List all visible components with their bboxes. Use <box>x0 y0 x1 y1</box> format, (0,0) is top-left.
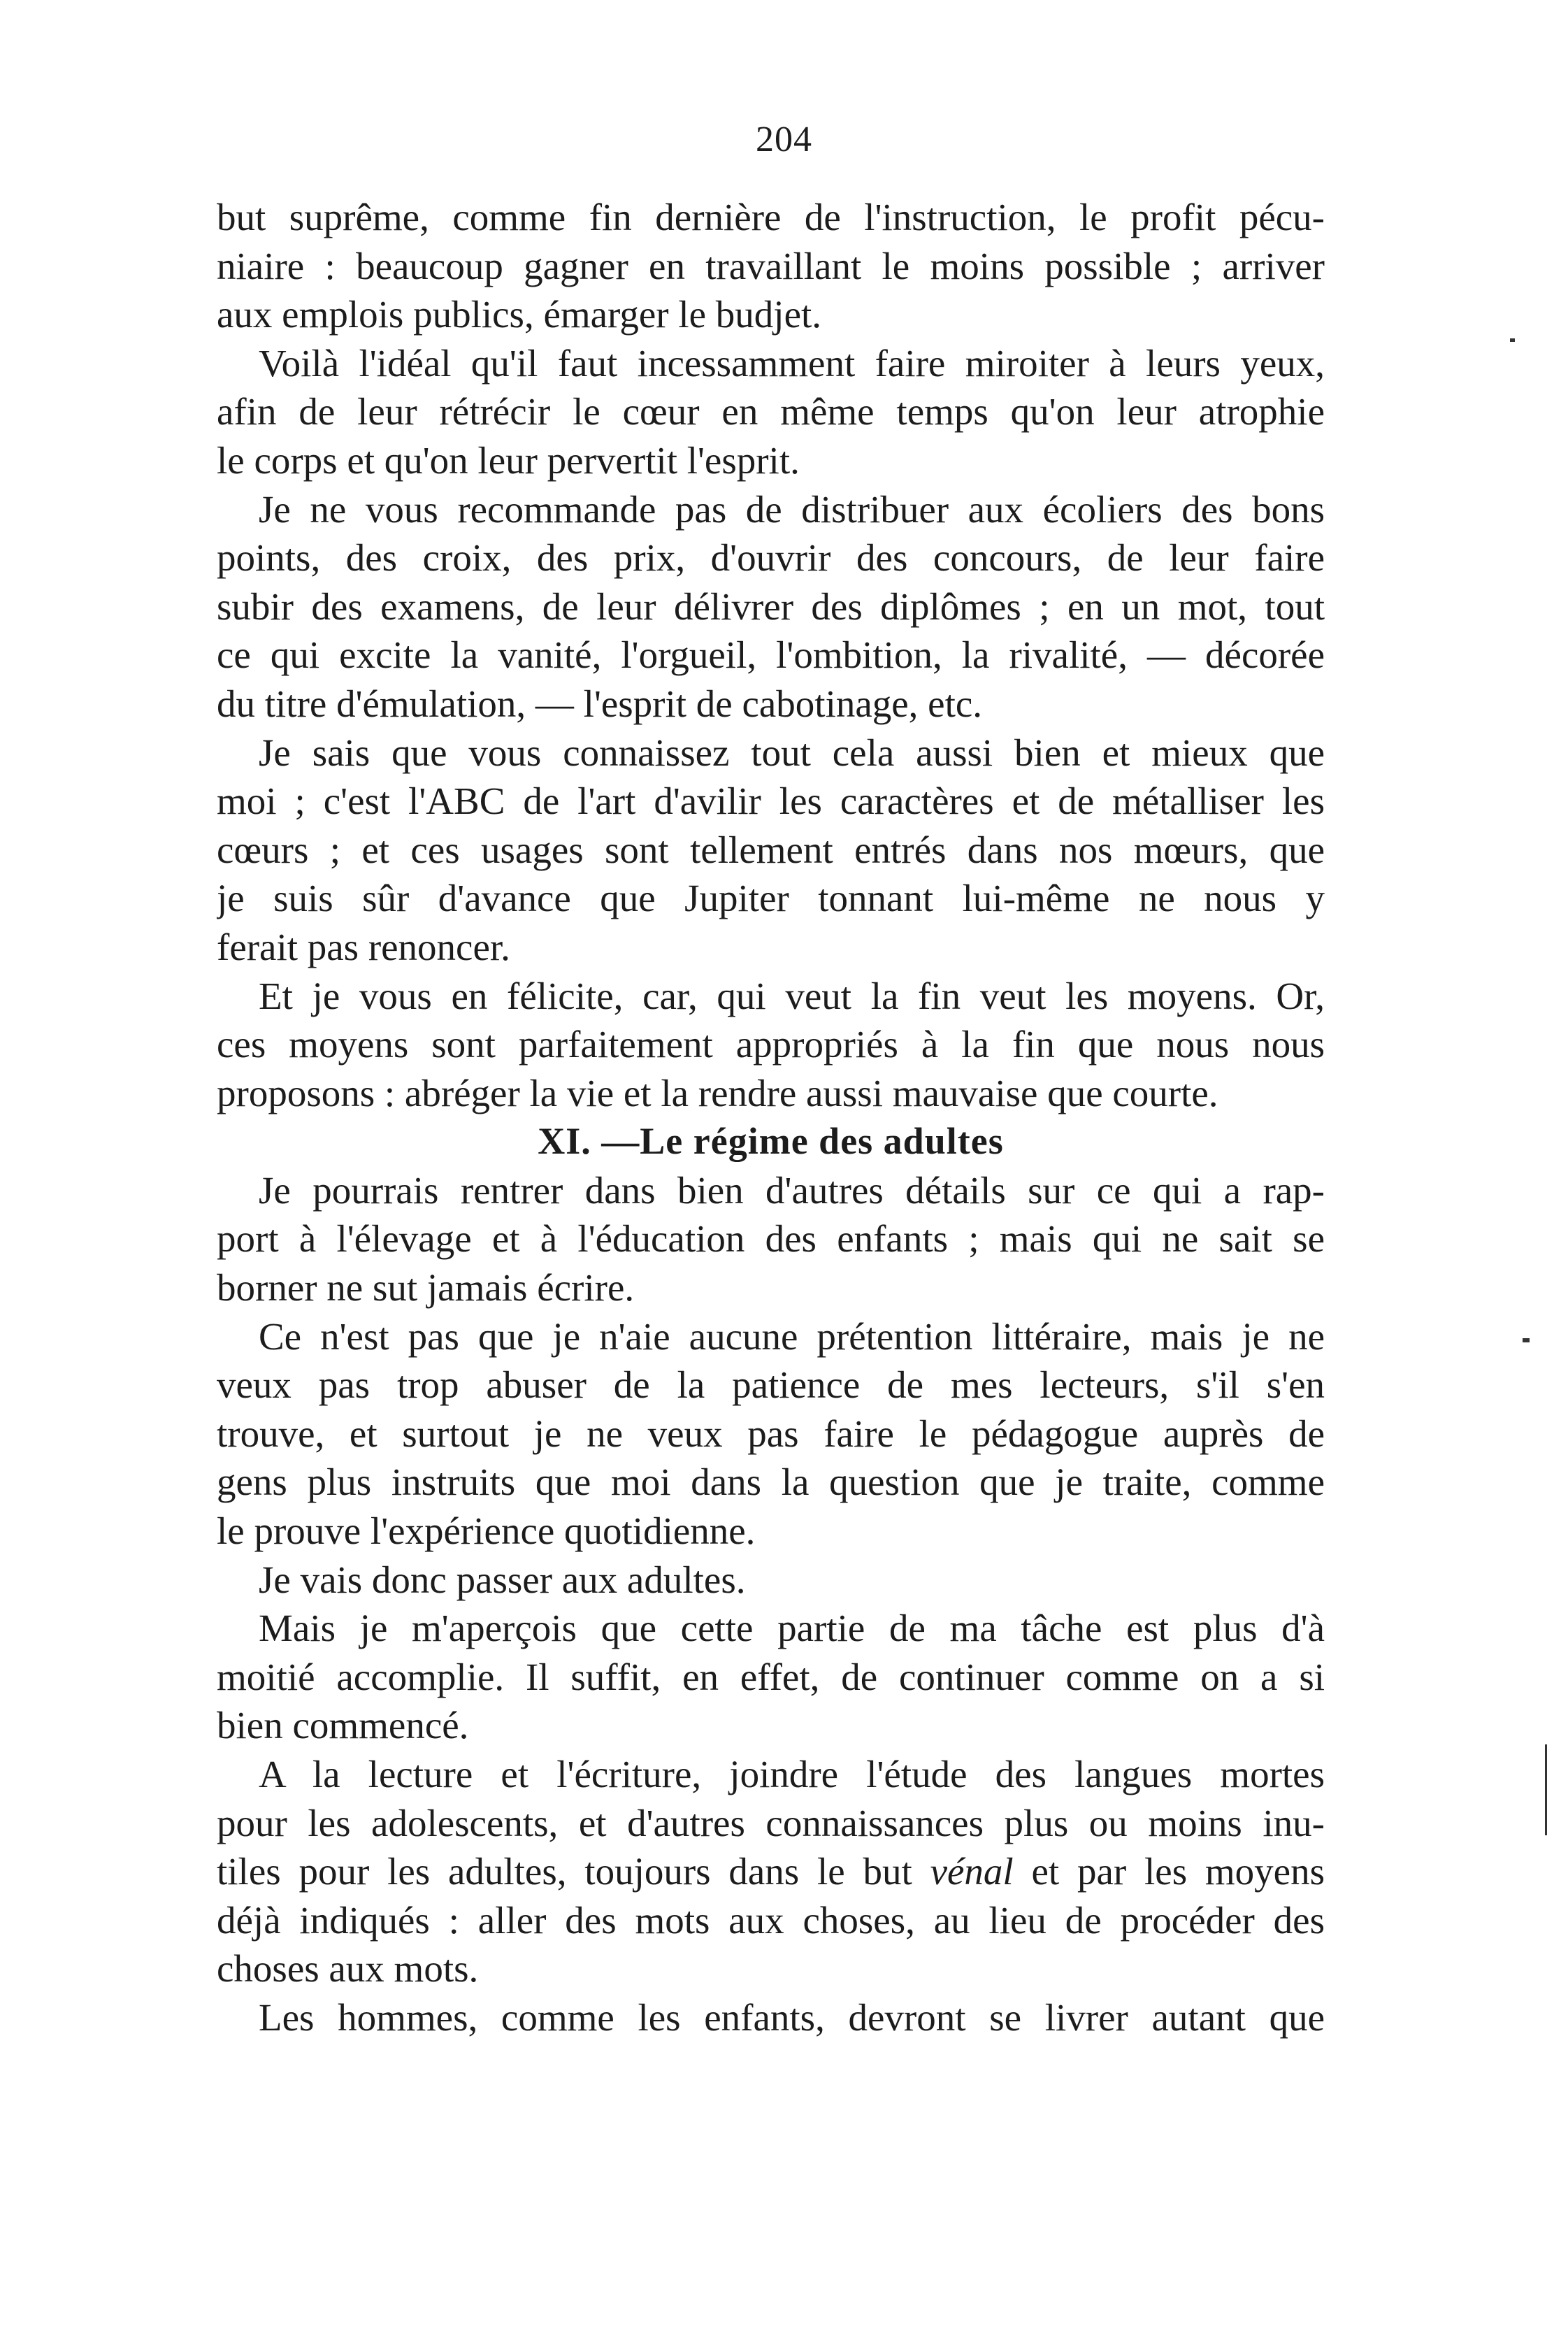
text-line: Voilà l'idéal qu'il faut incessamment faire miroiter à leurs yeux, <box>259 341 1325 385</box>
text-line: bien commencé. <box>217 1704 469 1747</box>
text-line: but suprême, comme fin dernière de l'instruction, le profit pécu- <box>217 196 1325 238</box>
scan-edge-line <box>1545 1744 1547 1835</box>
text-line: cœurs ; et ces usages sont tellement entrés dans nos mœurs, que <box>217 828 1325 871</box>
text-line: Les hommes, comme les enfants, devront se livrer autant que <box>259 1995 1325 2039</box>
text-line: tiles pour les adultes, toujours dans le but vénal et par les moyens <box>217 1850 1325 1893</box>
text-line: ferait pas renoncer. <box>217 925 510 968</box>
text-line: choses aux mots. <box>217 1947 479 1991</box>
text-line: borner ne sut jamais écrire. <box>217 1266 635 1310</box>
paragraphs-after-heading <box>217 1166 1325 2042</box>
text-line: Je pourrais rentrer dans bien d'autres détails sur ce qui a rap- <box>259 1168 1325 1212</box>
text-line: A la lecture et l'écriture, joindre l'étude des langues mortes <box>259 1753 1325 1795</box>
text-line: Je vais donc passer aux adultes. <box>259 1558 746 1601</box>
section-heading: XI. —Le régime des adultes <box>538 1120 1004 1163</box>
text-line: le corps et qu'on leur pervertit l'esprit. <box>217 438 800 482</box>
text-line: veux pas trop abuser de la patience de mes lecteurs, s'il s'en <box>217 1363 1325 1407</box>
text-line: ces moyens sont parfaitement appropriés à la fin que nous nous <box>217 1023 1325 1066</box>
text-line: Je ne vous recommande pas de distribuer aux écoliers des bons <box>259 487 1325 531</box>
text-line: points, des croix, des prix, d'ouvrir des concours, de leur faire <box>217 536 1325 580</box>
paragraphs-before-heading <box>217 193 1325 1117</box>
text-line: niaire : beaucoup gagner en travaillant le moins possible ; arriver <box>217 244 1325 287</box>
text-line: le prouve l'expérience quotidienne. <box>217 1509 756 1553</box>
scan-speck <box>1523 1338 1530 1342</box>
text-line: moitié accomplie. Il suffit, en effet, de continuer comme on a si <box>217 1655 1325 1698</box>
text-line: je suis sûr d'avance que Jupiter tonnant lui-même ne nous y <box>217 877 1325 920</box>
scan-speck <box>1510 338 1515 342</box>
text-line: Et je vous en félicite, car, qui veut la fin veut les moyens. Or, <box>259 974 1325 1017</box>
body-text <box>217 193 1325 2042</box>
text-line: port à l'élevage et à l'éducation des enfants ; mais qui ne sait se <box>217 1217 1325 1261</box>
text-line: du titre d'émulation, — l'esprit de cabotinage, etc. <box>217 682 983 725</box>
text-line: déjà indiqués : aller des mots aux choses, au lieu de procéder des <box>217 1898 1325 1942</box>
text-line: pour les adolescents, et d'autres connaissances plus ou moins inu- <box>217 1801 1325 1844</box>
text-line: proposons : abréger la vie et la rendre aussi mauvaise que courte. <box>217 1071 1218 1114</box>
text-line: Mais je m'aperçois que cette partie de ma tâche est plus d'à <box>259 1607 1325 1650</box>
text-line: Ce n'est pas que je n'aie aucune prétention littéraire, mais je ne <box>259 1314 1325 1358</box>
text-line: ce qui excite la vanité, l'orgueil, l'ombition, la rivalité, — décorée <box>217 633 1325 677</box>
text-line: afin de leur rétrécir le cœur en même temps qu'on leur atrophie <box>217 390 1325 433</box>
text-line: aux emplois publics, émarger le budjet. <box>217 293 822 336</box>
page-number: 204 <box>756 120 812 159</box>
text-line: subir des examens, de leur délivrer des diplômes ; en un mot, tout <box>217 584 1325 628</box>
text-line: Je sais que vous connaissez tout cela aussi bien et mieux que <box>259 731 1325 774</box>
text-line: gens plus instruits que moi dans la question que je traite, comme <box>217 1461 1325 1504</box>
text-line: trouve, et surtout je ne veux pas faire le pédagogue auprès de <box>217 1412 1325 1455</box>
text-line: moi ; c'est l'ABC de l'art d'avilir les caractères et de métalliser les <box>217 780 1325 823</box>
emphasized-word: vénal <box>930 1850 1014 1893</box>
